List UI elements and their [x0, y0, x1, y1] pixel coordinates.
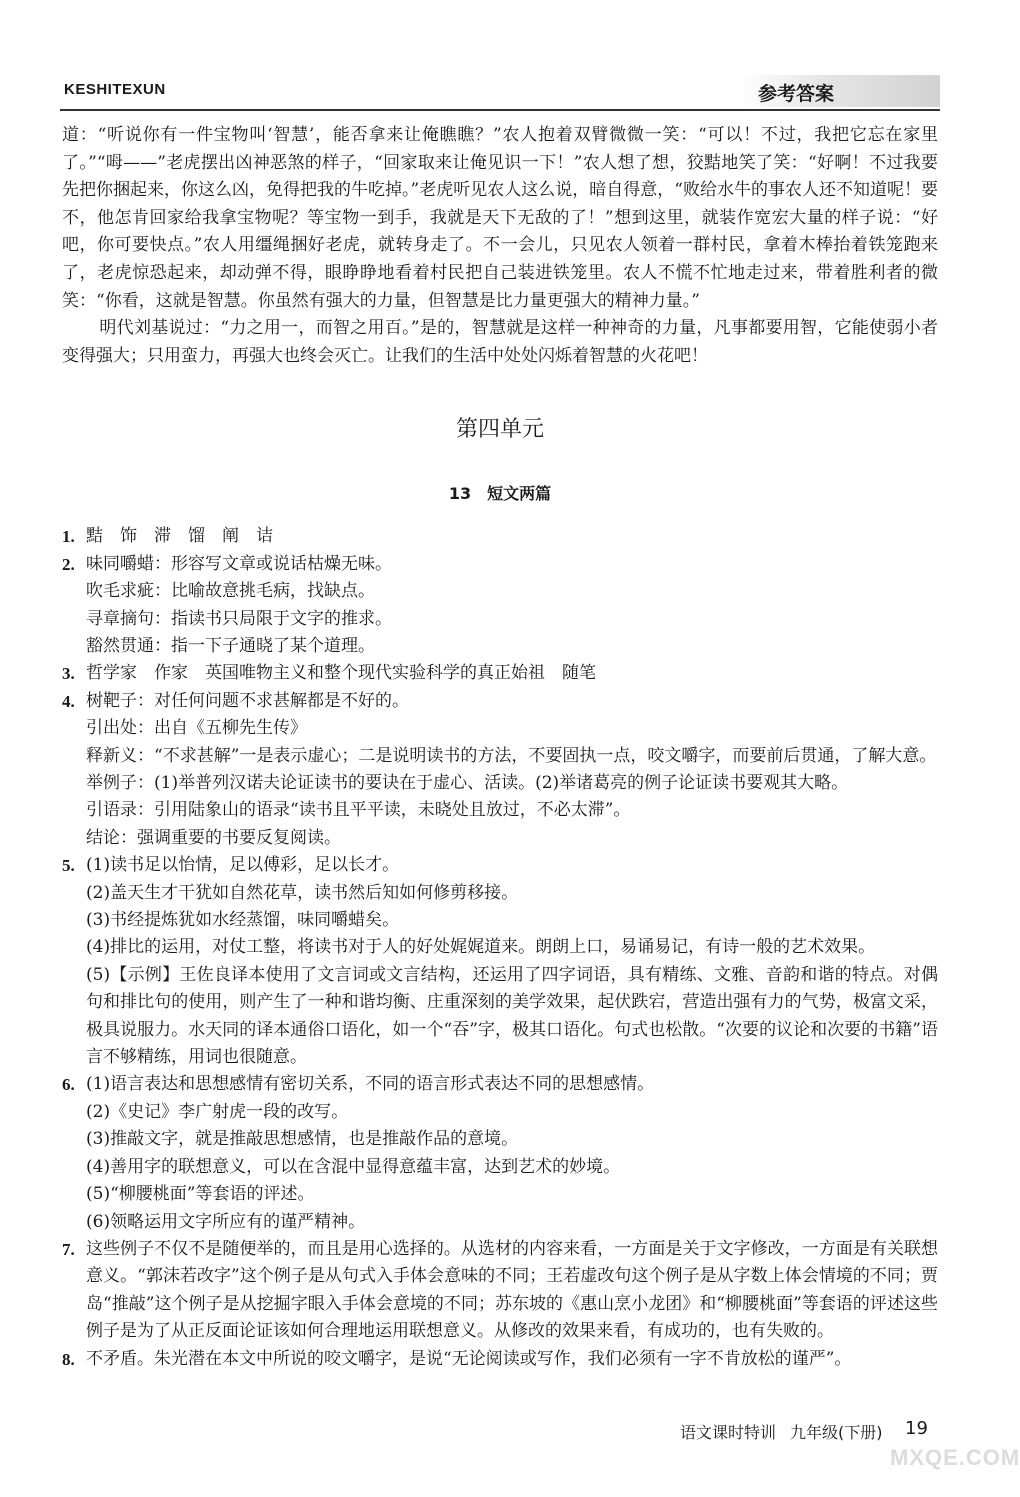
answer-number: 5.: [62, 856, 75, 876]
answer-line: (3)书经提炼犹如水经蒸馏，味同嚼蜡矣。: [86, 910, 400, 931]
section-tab: [740, 75, 940, 107]
page-header: [60, 75, 940, 111]
answer-line: 举例子：(1)举普列汉诺夫论证读书的要诀在于虚心、活读。(2)举诸葛亮的例子论证读书要观其大略。: [86, 773, 849, 793]
brand-label: KESHITEXUN: [64, 81, 166, 98]
page-footer: [680, 1416, 960, 1446]
answer-item: [62, 660, 938, 687]
answer-line: (2)《史记》李广射虎一段的改写。: [86, 1101, 349, 1122]
answer-number: 8.: [62, 1349, 75, 1369]
answer-line: 豁然贯通：指一下子通晓了某个道理。: [86, 635, 375, 656]
story-paragraph: 道：“听说你有一件宝物叫‘智慧’，能否拿来让俺瞧瞧？”农人抱着双臂微微一笑：“可以！不过，我把它忘在家里了。”“呣——”老虎摆出凶神恶煞的样子，“回家取来让俺见识一下！”农人想了想，狡黠地笑了笑：“好啊！不过我要先把你捆起来，你这么凶，免得把我的牛吃掉。”老虎听见农人这么说，暗自得意，“败给水牛的事农人还不知道呢！要不，他怎肯回家给我拿宝物呢？等宝物一到手，我就是天下无敌的了！”想到这里，就装作宽宏大量的样子说：“好吧，你可要快点。”农人用缰绳捆好老虎，就转身走了。不一会儿，只见农人领着一群村民，拿着木棒抬着铁笼跑来了，老虎惊恐起来，却动弹不得，眼睁睁地看着村民把自己装进铁笼里。农人不慌不忙地走过来，带着胜利者的微笑：“你看，这就是智慧。你虽然有强大的力量，但智慧是比力量更强大的精神力量。”: [62, 125, 938, 311]
section-label: 参考答案: [758, 83, 835, 105]
answer-line: 结论：强调重要的书要反复阅读。: [86, 827, 341, 848]
answer-line: (2)盖天生才干犹如自然花草，读书然后知如何修剪移接。: [86, 882, 519, 903]
answer-line: 不矛盾。朱光潜在本文中所说的咬文嚼字，是说“无论阅读或写作，我们必须有一字不肯放松的谨严”。: [86, 1348, 852, 1369]
answer-line: 这些例子不仅不是随便举的，而且是用心选择的。从选材的内容来看，一方面是关于文字修改，一方面是有关联想意义。“郭沫若改字”这个例子是从句式入手体会意味的不同；王若虚改句这个例子是从字数上体会情境的不同；贾岛“推敲”这个例子是从挖掘字眼入手体会意境的不同；苏东坡的《惠山烹小龙团》和“柳腰桃面”等套语的评述这些例子是为了从正反面论证该如何合理地运用联想意义。从修改的效果来看，有成功的，也有失败的。: [86, 1238, 938, 1342]
answer-number: 7.: [62, 1239, 75, 1259]
watermark: MXQE.COM: [890, 1445, 1020, 1470]
answer-item: [62, 852, 938, 1071]
answer-item: [62, 1071, 938, 1235]
answer-line: (1)语言表达和思想感情有密切关系，不同的语言形式表达不同的思想感情。: [86, 1074, 655, 1095]
answer-item: [62, 523, 938, 550]
answer-number: 6.: [62, 1075, 75, 1095]
answer-line: 寻章摘句：指读书只局限于文字的推求。: [86, 608, 392, 629]
answer-line: (5)【示例】王佐良译本使用了文言词或文言结构，还运用了四字词语，具有精练、文雅、音韵和谐的特点。对偶句和排比句的使用，则产生了一种和谐均衡、庄重深刻的美学效果，起伏跌宕，营造出强有力的气势，极富文采，极具说服力。水天同的译本通俗口语化，如一个“吞”字，极其口语化。句式也松散。“次要的议论和次要的书籍”语言不够精练，用词也很随意。: [86, 964, 938, 1068]
story-paragraph: 明代刘基说过：“力之用一，而智之用百。”是的，智慧就是这样一种神奇的力量，凡事都要用智，它能使弱小者变得强大；只用蛮力，再强大也终会灭亡。让我们的生活中处处闪烁着智慧的火花吧！: [62, 318, 938, 366]
answer-number: 3.: [62, 664, 75, 684]
lesson-title: 13 短文两篇: [448, 484, 552, 504]
answer-number: 2.: [62, 554, 75, 574]
answer-item: [62, 1236, 938, 1346]
answer-line: (1)读书足以怡情，足以傅彩，足以长才。: [86, 855, 400, 876]
answer-line: (6)领略运用文字所应有的谨严精神。: [86, 1211, 366, 1232]
page-content: [62, 122, 938, 1373]
answer-line: 释新义：“不求甚解”一是表示虚心；二是说明读书的方法，不要固执一点，咬文嚼字，而要前后贯通，了解大意。: [86, 745, 937, 766]
answer-list: [62, 523, 938, 1373]
answer-number: 1.: [62, 527, 75, 547]
grade-label: 九年级(下册): [790, 1423, 883, 1442]
unit-title: 第四单元: [455, 417, 544, 443]
answer-line: (4)排比的运用，对仗工整，将读书对于人的好处娓娓道来。朗朗上口，易诵易记，有诗一般的艺术效果。: [86, 937, 876, 958]
page-number: 19: [905, 1418, 928, 1439]
answer-line: 引语录：引用陆象山的语录“读书且平平读，未晓处且放过，不必太滞”。: [86, 800, 631, 821]
answer-line: (3)推敲文字，就是推敲思想感情，也是推敲作品的意境。: [86, 1129, 519, 1150]
answer-item: [62, 551, 938, 661]
answer-item: [62, 688, 938, 852]
answer-line: 哲学家 作家 英国唯物主义和整个现代实验科学的真正始祖 随笔: [86, 663, 596, 684]
answer-line: (5)“柳腰桃面”等套语的评述。: [86, 1184, 315, 1205]
answer-line: 吹毛求疵：比喻故意挑毛病，找缺点。: [86, 581, 375, 602]
answer-line: 树靶子：对任何问题不求甚解都是不好的。: [86, 690, 409, 711]
answer-item: [62, 1346, 938, 1373]
answer-number: 4.: [62, 691, 75, 711]
answer-line: 味同嚼蜡：形容写文章或说话枯燥无味。: [86, 553, 392, 574]
answer-line: 引出处：出自《五柳先生传》: [86, 718, 307, 739]
answer-line: 黠 饰 滞 馏 阐 诘: [86, 526, 273, 547]
book-title: 语文课时特训: [680, 1423, 777, 1442]
answer-line: (4)善用字的联想意义，可以在含混中显得意蕴丰富，达到艺术的妙境。: [86, 1156, 621, 1177]
